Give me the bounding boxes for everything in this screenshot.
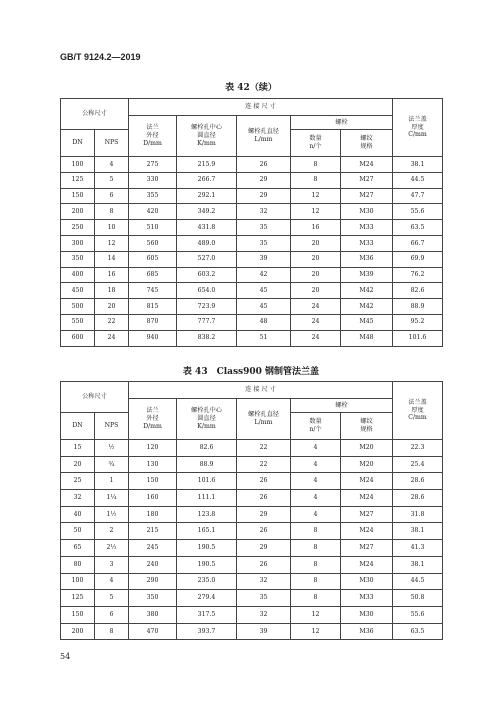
flange-od-header: 法兰 外径 D/mm	[129, 399, 177, 440]
table-cell: 51	[237, 330, 291, 346]
table-cell: 65	[61, 540, 95, 557]
table-cell: 14	[95, 251, 129, 267]
table-cell: 1½	[95, 506, 129, 523]
table-row	[61, 251, 443, 267]
table-cell: 317.5	[177, 606, 237, 623]
table-cell: 150	[129, 473, 177, 490]
table-cell: 26	[237, 556, 291, 573]
table-cell: 4	[95, 157, 129, 173]
table-cell: 723.9	[177, 299, 237, 315]
table-cell: 26	[237, 523, 291, 540]
table-cell: M24	[341, 157, 393, 173]
table-cell: 125	[61, 590, 95, 607]
page-number: 54	[60, 652, 71, 661]
table-cell: 15	[61, 440, 95, 457]
table-row	[61, 188, 443, 204]
bolt-hole-header: 螺栓孔直径 L/mm	[237, 116, 291, 157]
table-cell: 3	[95, 556, 129, 573]
table-cell: 38.1	[393, 157, 443, 173]
table-cell: 22	[95, 314, 129, 330]
table-cell: 69.9	[393, 251, 443, 267]
table-cell: 35	[237, 235, 291, 251]
table-cell: 101.6	[393, 330, 443, 346]
table-row	[61, 573, 443, 590]
connection-dims-header: 连 接 尺 寸	[129, 99, 393, 116]
thickness-header: 法兰盖 厚度 C/mm	[393, 382, 443, 440]
bolt-header: 螺栓	[291, 399, 393, 413]
table-cell: M30	[341, 204, 393, 220]
table-row	[61, 220, 443, 236]
table-cell: 290	[129, 573, 177, 590]
table-cell: 500	[61, 299, 95, 315]
table-cell: M36	[341, 251, 393, 267]
table-cell: 35	[237, 220, 291, 236]
table-cell: 24	[291, 330, 341, 346]
table-cell: 165.1	[177, 523, 237, 540]
table-cell: 20	[291, 267, 341, 283]
nps-header: NPS	[95, 130, 129, 157]
table-cell: M48	[341, 330, 393, 346]
table-cell: 35	[237, 590, 291, 607]
table-cell: 28.6	[393, 473, 443, 490]
table-cell: M24	[341, 523, 393, 540]
table-cell: 32	[237, 204, 291, 220]
table-cell: 6	[95, 606, 129, 623]
table-cell: M24	[341, 556, 393, 573]
table-42-caption: 表 42（续）	[225, 83, 277, 93]
table-row	[61, 267, 443, 283]
table-cell: 45	[237, 299, 291, 315]
table-cell: 80	[61, 556, 95, 573]
table-cell: 150	[61, 188, 95, 204]
table-cell: 160	[129, 490, 177, 507]
table-cell: 50	[61, 523, 95, 540]
table-cell: 29	[237, 188, 291, 204]
table-cell: 300	[61, 235, 95, 251]
table-cell: 275	[129, 157, 177, 173]
table-row	[61, 523, 443, 540]
table-cell: 82.6	[177, 440, 237, 457]
table-cell: 12	[291, 606, 341, 623]
table-row	[61, 204, 443, 220]
nominal-size-header: 公称尺寸	[61, 382, 129, 413]
table-cell: 66.7	[393, 235, 443, 251]
bolt-qty-header: 数量 n/个	[291, 130, 341, 157]
table-row	[61, 590, 443, 607]
table-cell: 29	[237, 506, 291, 523]
table-cell: 235.0	[177, 573, 237, 590]
table-row	[61, 540, 443, 557]
table-cell: 431.8	[177, 220, 237, 236]
table-cell: 22.3	[393, 440, 443, 457]
table-cell: 8	[291, 157, 341, 173]
table-cell: 4	[291, 506, 341, 523]
table-cell: 215.9	[177, 157, 237, 173]
table-cell: 292.1	[177, 188, 237, 204]
table-cell: M27	[341, 188, 393, 204]
table-row	[61, 440, 443, 457]
table-cell: 82.6	[393, 283, 443, 299]
table-cell: 1	[95, 473, 129, 490]
table-cell: M20	[341, 440, 393, 457]
table-cell: 63.5	[393, 220, 443, 236]
table-cell: 8	[291, 573, 341, 590]
thickness-header: 法兰盖 厚度 C/mm	[393, 99, 443, 157]
table-cell: 400	[61, 267, 95, 283]
table-cell: 31.8	[393, 506, 443, 523]
table-43-caption: 表 43 Class900 钢制管法兰盖	[182, 367, 320, 377]
table-cell: 20	[95, 299, 129, 315]
table-cell: M27	[341, 172, 393, 188]
table-42	[60, 98, 443, 347]
table-cell: 550	[61, 314, 95, 330]
table-cell: 39	[237, 623, 291, 640]
table-cell: 940	[129, 330, 177, 346]
table-cell: 2½	[95, 540, 129, 557]
bolt-thread-header: 螺纹 规格	[341, 130, 393, 157]
table-cell: 4	[95, 573, 129, 590]
table-cell: 18	[95, 283, 129, 299]
table-cell: 44.5	[393, 573, 443, 590]
table-cell: 26	[237, 157, 291, 173]
table-cell: 6	[95, 188, 129, 204]
table-cell: 8	[95, 204, 129, 220]
table-cell: 4	[291, 456, 341, 473]
table-cell: 600	[61, 330, 95, 346]
table-cell: 25	[61, 473, 95, 490]
table-cell: 350	[61, 251, 95, 267]
table-cell: 10	[95, 220, 129, 236]
table-cell: 20	[61, 456, 95, 473]
table-cell: 4	[291, 440, 341, 457]
table-cell: M24	[341, 490, 393, 507]
table-cell: 26	[237, 490, 291, 507]
table-cell: 8	[291, 556, 341, 573]
table-cell: 200	[61, 623, 95, 640]
table-cell: 16	[95, 267, 129, 283]
table-cell: 29	[237, 172, 291, 188]
table-cell: 32	[237, 573, 291, 590]
table-cell: 605	[129, 251, 177, 267]
table-row	[61, 330, 443, 346]
table-cell: 8	[291, 540, 341, 557]
table-cell: 5	[95, 172, 129, 188]
table-cell: 8	[291, 172, 341, 188]
table-cell: M39	[341, 267, 393, 283]
table-cell: 380	[129, 606, 177, 623]
table-cell: 42	[237, 267, 291, 283]
table-cell: 240	[129, 556, 177, 573]
table-cell: 350	[129, 590, 177, 607]
table-cell: 279.4	[177, 590, 237, 607]
table-cell: 355	[129, 188, 177, 204]
table-cell: 685	[129, 267, 177, 283]
table-cell: 47.7	[393, 188, 443, 204]
table-cell: 24	[95, 330, 129, 346]
table-cell: 560	[129, 235, 177, 251]
table-cell: 180	[129, 506, 177, 523]
table-cell: 489.0	[177, 235, 237, 251]
table-cell: 32	[61, 490, 95, 507]
table-cell: 838.2	[177, 330, 237, 346]
table-cell: 101.6	[177, 473, 237, 490]
table-cell: M33	[341, 220, 393, 236]
table-cell: 24	[291, 299, 341, 315]
table-row	[61, 623, 443, 640]
table-cell: 200	[61, 204, 95, 220]
table-cell: 4	[291, 490, 341, 507]
table-cell: 870	[129, 314, 177, 330]
dn-header: DN	[61, 413, 95, 440]
table-cell: ¾	[95, 456, 129, 473]
table-cell: 603.2	[177, 267, 237, 283]
table-cell: M24	[341, 473, 393, 490]
table-cell: M30	[341, 573, 393, 590]
table-cell: 654.0	[177, 283, 237, 299]
table-cell: 22	[237, 456, 291, 473]
table-cell: 88.9	[177, 456, 237, 473]
table-cell: 150	[61, 606, 95, 623]
bolt-header: 螺栓	[291, 116, 393, 130]
dn-header: DN	[61, 130, 95, 157]
table-cell: 100	[61, 157, 95, 173]
table-row	[61, 299, 443, 315]
table-row	[61, 157, 443, 173]
table-cell: 95.2	[393, 314, 443, 330]
table-cell: 41.3	[393, 540, 443, 557]
table-cell: 250	[61, 220, 95, 236]
table-cell: 125	[61, 172, 95, 188]
table-cell: 8	[291, 590, 341, 607]
table-cell: 12	[291, 623, 341, 640]
table-cell: 815	[129, 299, 177, 315]
nps-header: NPS	[95, 413, 129, 440]
table-row	[61, 314, 443, 330]
table-cell: 48	[237, 314, 291, 330]
table-cell: M27	[341, 540, 393, 557]
table-cell: M30	[341, 606, 393, 623]
table-cell: 24	[291, 314, 341, 330]
table-cell: 55.6	[393, 606, 443, 623]
table-row	[61, 506, 443, 523]
table-row	[61, 235, 443, 251]
table-cell: 1¼	[95, 490, 129, 507]
table-cell: 39	[237, 251, 291, 267]
table-cell: 12	[95, 235, 129, 251]
table-cell: 5	[95, 590, 129, 607]
table-cell: 450	[61, 283, 95, 299]
flange-od-header: 法兰 外径 D/mm	[129, 116, 177, 157]
table-cell: M36	[341, 623, 393, 640]
bolt-qty-header: 数量 n/个	[291, 413, 341, 440]
table-cell: M27	[341, 506, 393, 523]
connection-dims-header: 连 接 尺 寸	[129, 382, 393, 399]
table-cell: 44.5	[393, 172, 443, 188]
table-cell: 8	[291, 523, 341, 540]
table-cell: ½	[95, 440, 129, 457]
bolt-hole-header: 螺栓孔直径 L/mm	[237, 399, 291, 440]
table-row	[61, 283, 443, 299]
table-cell: 266.7	[177, 172, 237, 188]
bolt-pcd-header: 螺栓孔中心 圆直径 K/mm	[177, 116, 237, 157]
table-row	[61, 556, 443, 573]
table-cell: 470	[129, 623, 177, 640]
table-cell: 20	[291, 235, 341, 251]
table-cell: 38.1	[393, 523, 443, 540]
table-cell: 330	[129, 172, 177, 188]
table-cell: 25.4	[393, 456, 443, 473]
table-cell: 130	[129, 456, 177, 473]
table-cell: 76.2	[393, 267, 443, 283]
table-cell: 12	[291, 188, 341, 204]
table-cell: 190.5	[177, 556, 237, 573]
table-cell: 16	[291, 220, 341, 236]
table-cell: 745	[129, 283, 177, 299]
table-cell: M45	[341, 314, 393, 330]
table-cell: M33	[341, 590, 393, 607]
table-cell: 527.0	[177, 251, 237, 267]
table-cell: 215	[129, 523, 177, 540]
table-cell: 4	[291, 473, 341, 490]
table-cell: 123.8	[177, 506, 237, 523]
table-cell: 26	[237, 473, 291, 490]
table-cell: 8	[95, 623, 129, 640]
table-cell: M42	[341, 283, 393, 299]
table-cell: 38.1	[393, 556, 443, 573]
table-cell: M33	[341, 235, 393, 251]
table-cell: 20	[291, 283, 341, 299]
table-cell: 20	[291, 251, 341, 267]
table-cell: 63.5	[393, 623, 443, 640]
table-cell: 349.2	[177, 204, 237, 220]
table-cell: 22	[237, 440, 291, 457]
table-row	[61, 456, 443, 473]
table-cell: 111.1	[177, 490, 237, 507]
nominal-size-header: 公称尺寸	[61, 99, 129, 130]
table-row	[61, 490, 443, 507]
table-cell: 28.6	[393, 490, 443, 507]
bolt-thread-header: 螺纹 规格	[341, 413, 393, 440]
table-cell: 393.7	[177, 623, 237, 640]
table-cell: 32	[237, 606, 291, 623]
table-cell: 45	[237, 283, 291, 299]
table-cell: 40	[61, 506, 95, 523]
table-cell: 2	[95, 523, 129, 540]
table-cell: M42	[341, 299, 393, 315]
table-cell: 245	[129, 540, 177, 557]
table-cell: 88.9	[393, 299, 443, 315]
bolt-pcd-header: 螺栓孔中心 圆直径 K/mm	[177, 399, 237, 440]
table-cell: M20	[341, 456, 393, 473]
table-cell: 29	[237, 540, 291, 557]
table-row	[61, 473, 443, 490]
table-cell: 120	[129, 440, 177, 457]
table-43	[60, 381, 443, 640]
table-cell: 420	[129, 204, 177, 220]
table-cell: 50.8	[393, 590, 443, 607]
table-cell: 510	[129, 220, 177, 236]
table-cell: 12	[291, 204, 341, 220]
table-cell: 100	[61, 573, 95, 590]
table-row	[61, 606, 443, 623]
standard-number: GB/T 9124.2—2019	[60, 52, 141, 62]
table-row	[61, 172, 443, 188]
table-cell: 777.7	[177, 314, 237, 330]
table-cell: 55.6	[393, 204, 443, 220]
table-cell: 190.5	[177, 540, 237, 557]
